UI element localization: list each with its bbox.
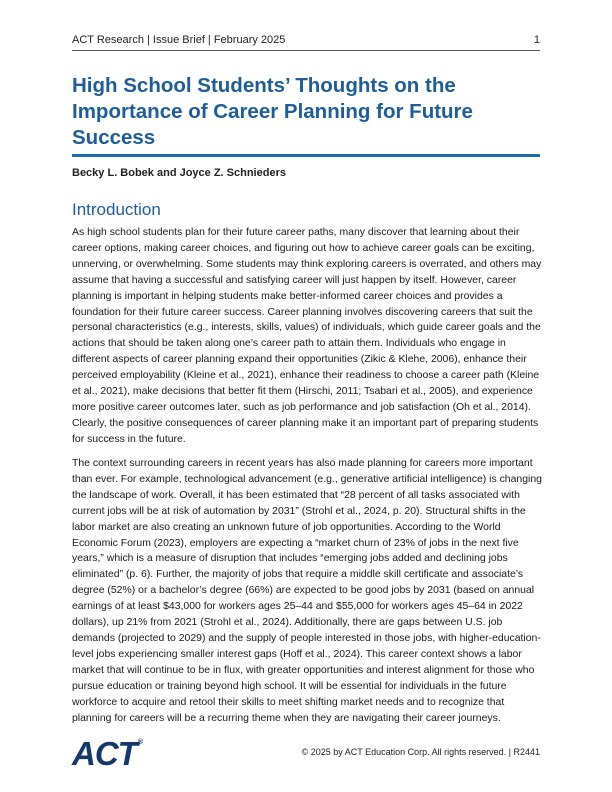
logo-text: ACT — [72, 735, 137, 772]
registered-mark: ® — [137, 739, 143, 746]
title-divider — [72, 154, 540, 157]
header-divider — [72, 50, 540, 51]
document-title: High School Students’ Thoughts on the Importance of Career Planning for Future Success — [72, 74, 473, 149]
running-title: ACT Research | Issue Brief | February 2025 — [72, 34, 286, 46]
act-logo — [72, 735, 142, 773]
running-header — [72, 34, 540, 46]
page-number: 1 — [533, 34, 540, 46]
section-heading-introduction: Introduction — [72, 200, 161, 219]
paragraph-2: The context surrounding careers in recent years has also made planning for careers more important than ever. For example, technological advancement (e.g., generative artificial intelligence) is changing the landscape of work. Overall, it has been estimated that “28 percent of all tasks associated with current jobs will be at risk of automation by 2031” (Strohl et al., 2024, p. 20). Structural shifts in the labor market are also creating an unknown future of job opportunities. According to the World Economic Forum (2023), employers are expecting a “market churn of 23% of jobs in the next five years,” which is a measure of disruption that includes “emerging jobs added and declining jobs eliminated” (p. 6). Further, the majority of jobs that require a middle skill certificate and associate’s degree (52%) or a bachelor’s degree (66%) are expected to be good jobs by 2031 (based on annual earnings of at least $43,000 for workers ages 25–44 and $55,000 for workers ages 45–64 in 2022 dollars), up 21% from 2021 (Strohl et al., 2024). Additionally, there are gaps between U.S. job demands (projected to 2029) and the supply of people interested in those jobs, with higher-education-level jobs experiencing smaller interest gaps (Hoff et al., 2024). This career context shows a labor market that will continue to be in flux, with greater opportunities and interest alignment for those who pursue education or training beyond high school. It will be essential for individuals in the future workforce to acquire and retool their skills to meet shifting market needs and to recognize that planning for careers will be a recurring theme when they are navigating their career journeys. — [72, 458, 542, 724]
paragraph-1: As high school students plan for their future career paths, many discover that learning about their career options, making career choices, and figuring out how to achieve career goals can be exciting, unnerving, or overwhelming. Some students may think exploring careers is overrated, and others may assume that having a successful and satisfying career will just happen by itself. However, career planning is important in helping students make better-informed career choices and provides a foundation for their future career success. Career planning involves discovering careers that suit the personal characteristics (e.g., interests, skills, values) of individuals, which guide career goals and the actions that should be taken along one’s career path to attain them. Individuals who engage in different aspects of career planning expand their opportunities (Zikic & Klehe, 2006), enhance their perceived employability (Kleine et al., 2021), enhance their readiness to choose a career path (Kleine et al., 2021), make decisions that better fit them (Hirschi, 2011; Tsabari et al., 2005), and experience more positive career outcomes later, such as job performance and job satisfaction (Oh et al., 2014). Clearly, the positive consequences of career planning make it an important part of preparing students for success in the future. — [72, 227, 542, 445]
authors-line: Becky L. Bobek and Joyce Z. Schnieders — [72, 167, 286, 179]
copyright-notice: © 2025 by ACT Education Corp. All rights reserved. | R2441 — [301, 747, 540, 757]
